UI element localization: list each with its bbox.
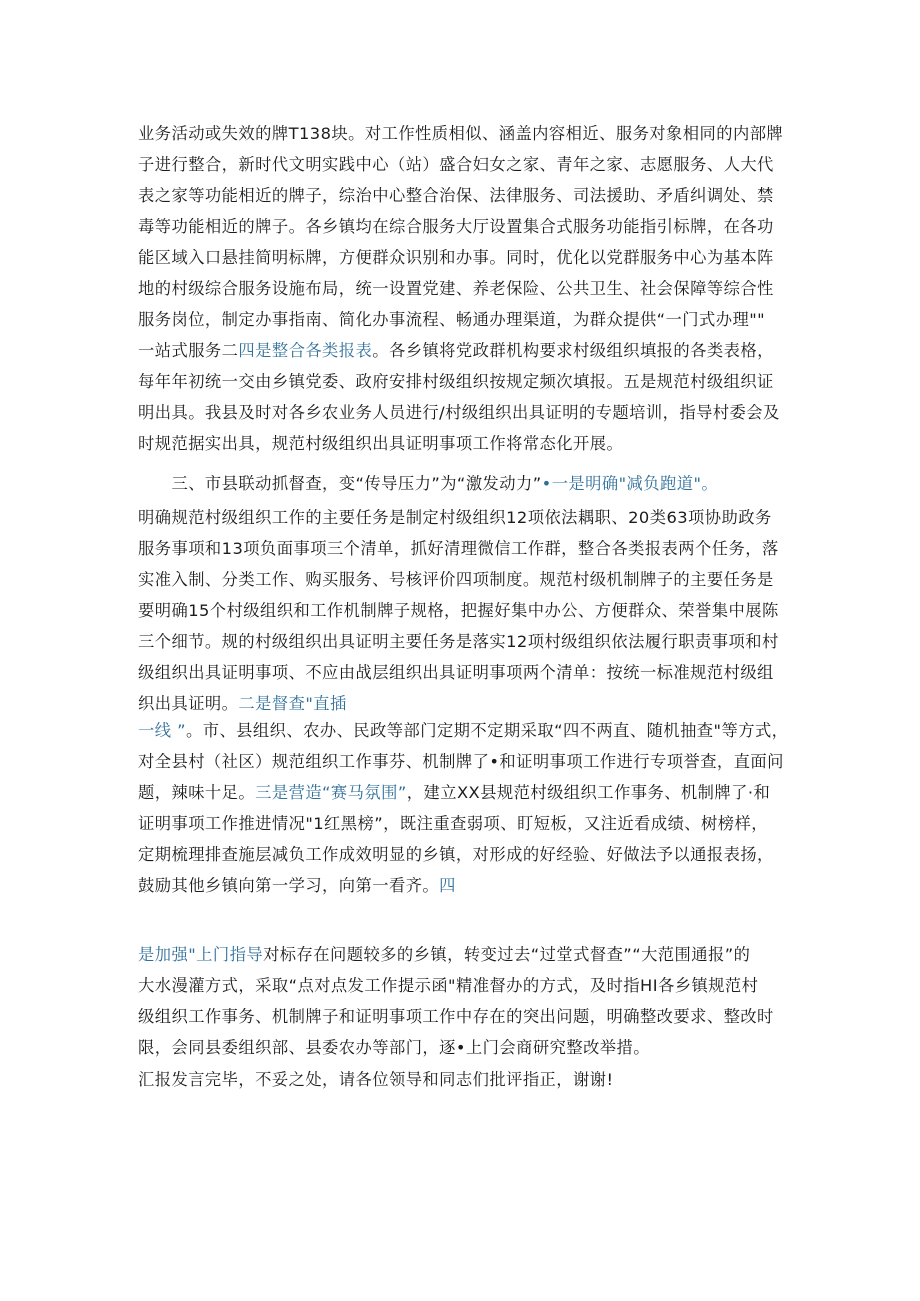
body-text: 织出具证明。 — [138, 694, 239, 713]
body-text: ，建立XX县规范村级组织工作事务、机制牌了·和 — [406, 783, 771, 802]
body-text: 服务事项和13项负面事项三个清单，抓好清理微信工作群，整合各类报表两个任务，落 — [138, 539, 779, 558]
highlighted-text: 四是整合各类报表 — [238, 341, 373, 360]
text-line — [138, 1032, 786, 1063]
body-text: 要明确15个村级组织和工作机制牌子规格，把握好集中办公、方便群众、荣誉集中展陈 — [138, 601, 779, 620]
body-text: 业务活动或失效的牌T138块。对工作性质相似、涵盖内容相近、服务对象相同的内部牌 — [138, 124, 784, 143]
body-text: 实准入制、分类工作、购买服务、号核评价四项制度。规范村级机制牌子的主要任务是 — [138, 570, 774, 589]
text-line — [138, 970, 786, 1001]
text-line — [138, 502, 786, 533]
text-line — [138, 715, 789, 746]
body-text: 地的村级综合服务设施布局，统一设置党建、养老保险、公共卫生、社会保障等综合性 — [138, 279, 774, 298]
body-text: 鼓励其他乡镇向第一学习，向第一看齐。 — [138, 876, 440, 895]
paragraph-plaque-integration — [138, 118, 786, 459]
body-text: 对标存在问题较多的乡镇，转变过去“过堂式督查”“大范围通报”的 — [263, 945, 751, 964]
body-text: 三个细节。规的村级组织出具证明主要任务是落实12项村级组织依法履行职责事项和村 — [138, 632, 779, 651]
paragraph-section-three-heading — [138, 468, 786, 499]
text-line — [138, 1001, 786, 1032]
body-text: 题，辣味十足。 — [138, 783, 256, 802]
highlighted-text: 是加强"上门指导 — [138, 945, 264, 964]
paragraph-main-tasks — [138, 502, 786, 719]
text-line — [138, 397, 786, 428]
body-text: 时规范据实出具，规范村级组织出具证明事项工作将常态化开展。 — [138, 434, 624, 453]
highlighted-text: 二是督查"直插 — [238, 694, 347, 713]
text-line — [138, 870, 786, 901]
body-text: 明出具。我县及时对各乡农业务人员进行/村级组织出具证明的专题培训，指导村委会及 — [138, 403, 780, 422]
text-line — [138, 468, 786, 499]
body-text: 汇报发言完毕，不妥之处，请各位领导和同志们批评指正，谢谢! — [138, 1070, 614, 1089]
text-line — [138, 746, 786, 777]
text-line — [138, 939, 786, 970]
text-line — [138, 1064, 786, 1095]
text-line — [138, 211, 786, 242]
text-line — [138, 273, 786, 304]
body-text: 表之家等功能相近的牌子，综治中心整合治保、法律服务、司法援助、矛盾纠调处、禁 — [138, 186, 774, 205]
paragraph-closing — [138, 1064, 786, 1095]
highlighted-text: 一线 ” — [138, 721, 186, 740]
text-line — [138, 777, 786, 808]
text-line — [138, 118, 786, 149]
text-line — [138, 242, 786, 273]
text-line — [138, 808, 786, 839]
body-text: 定期梳理排查施层减负工作成效明显的乡镇，对形成的好经验、好做法予以通报表扬， — [138, 845, 774, 864]
body-text: 对全县村（社区）规范组织工作事芬、机制牌了•和证明事项工作进行专项誉查，直面问 — [138, 752, 784, 771]
body-text: 服务岗位，制定办事指南、简化办事流程、畅通办理渠道，为群众提供“一门式办理"" — [138, 310, 766, 329]
text-line — [138, 595, 786, 626]
text-line — [138, 335, 786, 366]
text-line — [138, 657, 786, 688]
text-line — [138, 304, 786, 335]
text-line — [138, 626, 786, 657]
body-text: 证明事项工作推进情况"1红黑榜”，既注重查弱项、盯短板，又注近看成绩、树榜样， — [138, 814, 768, 833]
text-line — [138, 428, 786, 459]
body-text: 毒等功能相近的牌子。各乡镇均在综合服务大厅设置集合式服务功能指引标牌，在各功 — [138, 217, 774, 236]
body-text: 子进行整合，新时代文明实践中心（站）盛合妇女之家、青年之家、志愿服务、人大代 — [138, 155, 774, 174]
body-text: 每年年初统一交由乡镇党委、政府安排村级组织按规定频次填报。五是规范村级组织证 — [138, 372, 774, 391]
text-line — [138, 149, 786, 180]
body-text: 。各乡镇将党政群机构要求村级组织填报的各类表格， — [372, 341, 774, 360]
text-line — [138, 366, 786, 397]
paragraph-inspection — [138, 715, 789, 901]
body-text: 限，会同县委组织部、县委农办等部门，逐•上门会商研究整改举措。 — [138, 1038, 650, 1057]
body-text: 明确规范村级组织工作的主要任务是制定村级组织12项依法耦职、20类63项协助政务 — [138, 508, 772, 527]
text-line — [138, 180, 786, 211]
body-text: 大水漫灌方式，采取“点对点发工作提示函"精准督办的方式，及时指HI各乡镇规范村 — [138, 976, 759, 995]
body-text: 级组织出具证明事项、不应由战层组织出具证明事项两个清单：按统一标准规范村级组 — [138, 663, 774, 682]
body-text: 能区域入口悬挂简明标牌，方便群众识别和办事。同时，优化以党群服务中心为基本阵 — [138, 248, 774, 267]
highlighted-text: 三是营造“赛马氛围” — [255, 783, 407, 802]
text-line — [138, 839, 786, 870]
body-text: 级组织工作事务、机制牌子和证明事项工作中存在的突出问题，明确整改要求、整改时 — [138, 1007, 774, 1026]
body-text: 三、市县联动抓督查，变“传导压力”为“激发动力” — [138, 474, 542, 493]
text-line — [138, 564, 786, 595]
body-text: 。市、县组织、农办、民政等部门定期不定期采取“四不两直、随机抽查"等方式， — [185, 721, 789, 740]
highlighted-text: •一是明确"减负跑道"。 — [541, 474, 719, 493]
text-line — [138, 533, 786, 564]
highlighted-text: 四 — [439, 876, 456, 895]
paragraph-on-site-guidance — [138, 939, 786, 1063]
body-text: 一站式服务二 — [138, 341, 239, 360]
